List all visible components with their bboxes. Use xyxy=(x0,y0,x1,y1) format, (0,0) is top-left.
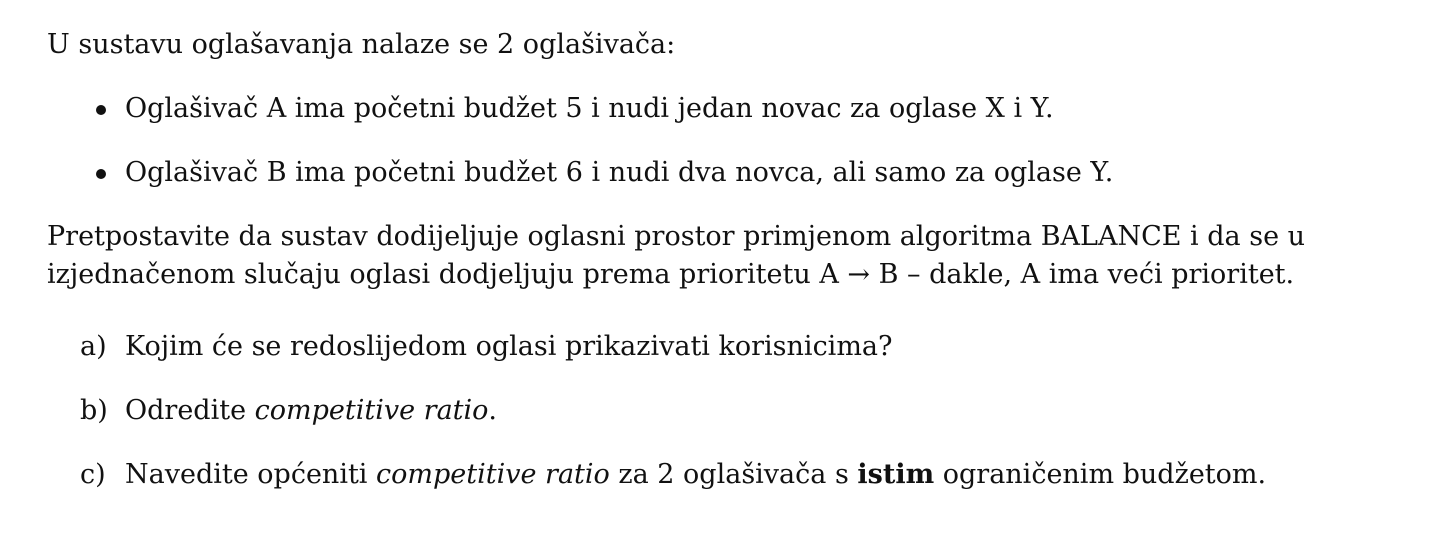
bullet-icon xyxy=(96,105,106,115)
question-item xyxy=(47,328,1407,366)
question-item xyxy=(47,456,1407,494)
question-emphasis: competitive ratio xyxy=(376,459,610,490)
list-item xyxy=(47,90,1407,128)
assumption-paragraph xyxy=(47,218,1407,294)
list-item-text: Oglašivač B ima početni budžet 6 i nudi dva novca, ali samo za oglase Y. xyxy=(125,157,1114,188)
question-label: c) xyxy=(80,459,106,490)
question-text-middle: za 2 oglašivača s xyxy=(609,459,858,490)
question-label: a) xyxy=(80,331,107,362)
question-text-suffix: . xyxy=(488,395,498,426)
question-text-prefix: Navedite općeniti xyxy=(125,459,377,490)
intro-text: U sustavu oglašavanja nalaze se 2 oglašivača: xyxy=(47,29,676,60)
question-text: Kojim će se redoslijedom oglasi prikazivati korisnicima? xyxy=(125,331,893,362)
paragraph-line: izjednačenom slučaju oglasi dodjeljuju prema prioritetu A → B – dakle, A ima veći prioritet. xyxy=(47,259,1295,290)
question-label: b) xyxy=(80,395,108,426)
question-text-suffix: ograničenim budžetom. xyxy=(934,459,1267,490)
list-item xyxy=(47,154,1407,192)
document-body xyxy=(47,26,1407,520)
question-bold: istim xyxy=(857,459,935,490)
list-item-text: Oglašivač A ima početni budžet 5 i nudi jedan novac za oglase X i Y. xyxy=(125,93,1054,124)
question-list xyxy=(47,328,1407,494)
paragraph-line: Pretpostavite da sustav dodijeljuje oglasni prostor primjenom algoritma BALANCE i da se u xyxy=(47,221,1306,252)
question-item xyxy=(47,392,1407,430)
advertiser-list xyxy=(47,90,1407,192)
question-text-prefix: Odredite xyxy=(125,395,255,426)
bullet-icon xyxy=(96,169,106,179)
question-emphasis: competitive ratio xyxy=(254,395,489,426)
